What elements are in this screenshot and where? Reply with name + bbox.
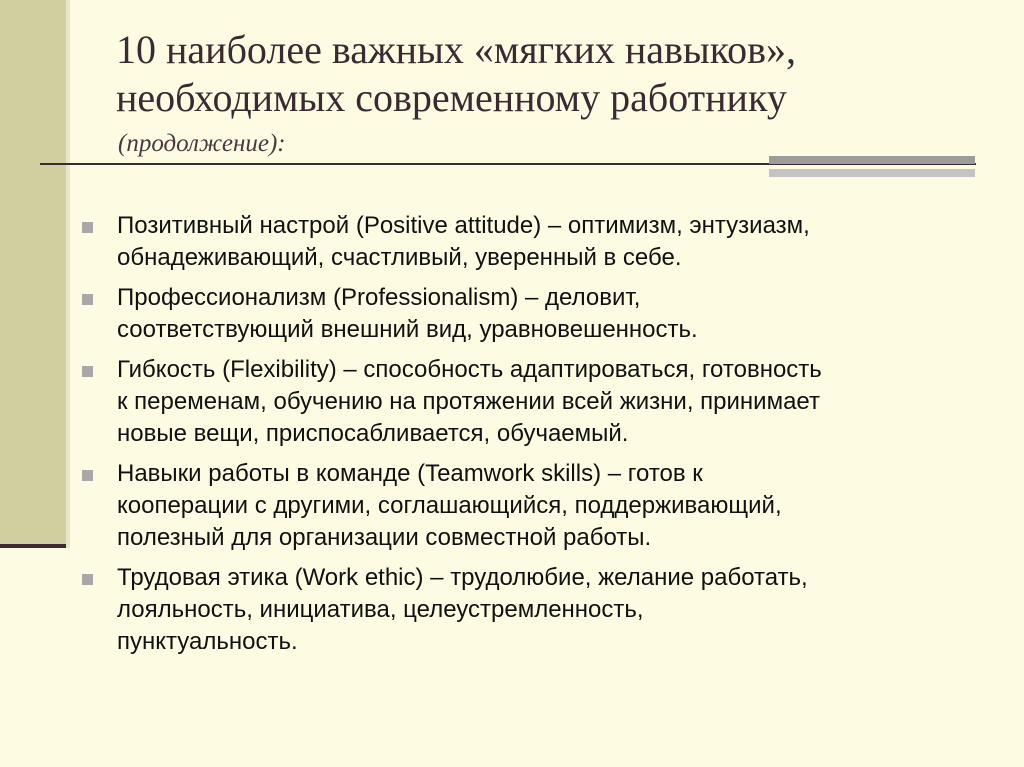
bullet-text: Навыки работы в команде (Teamwork skills) – готов к кооперации с другими, соглашающийся, поддерживающий, полезный для организации совместной работы.	[117, 460, 782, 551]
bullet-item-flexibility	[78, 354, 978, 450]
square-bullet-icon	[82, 366, 93, 377]
left-decorative-band	[0, 0, 66, 548]
square-bullet-icon	[82, 574, 93, 585]
bullet-item-teamwork	[78, 458, 978, 554]
title-line-1: 10 наиболее важных «мягких навыков»,	[116, 27, 797, 72]
slide-subtitle: (продолжение):	[118, 130, 286, 157]
title-divider-accent-light	[769, 169, 975, 177]
left-band-shadow	[66, 0, 70, 548]
bullet-item-professionalism	[78, 282, 978, 346]
bullet-text: Позитивный настрой (Positive attitude) – оптимизм, энтузиазм, обнадеживающий, счастливый, уверенный в себе.	[117, 212, 810, 271]
bullet-item-work-ethic	[78, 562, 978, 658]
left-band-underline	[0, 544, 66, 548]
bullet-text: Гибкость (Flexibility) – способность адаптироваться, готовность к переменам, обучению на протяжении всей жизни, принимает новые вещи, приспосабливается, обучаемый.	[117, 356, 822, 447]
square-bullet-icon	[82, 222, 93, 233]
bullet-text: Трудовая этика (Work ethic) – трудолюбие, желание работать, лояльность, инициатива, целеустремленность, пунктуальность.	[117, 564, 808, 655]
square-bullet-icon	[82, 470, 93, 481]
bullet-list	[78, 210, 978, 666]
bullet-text: Профессионализм (Professionalism) – деловит, соответствующий внешний вид, уравновешенность.	[117, 284, 698, 343]
title-line-2: необходимых современному работнику	[116, 75, 787, 120]
bullet-item-positive-attitude	[78, 210, 978, 274]
slide-title	[116, 26, 996, 122]
title-divider-accent-dark	[769, 156, 975, 164]
square-bullet-icon	[82, 294, 93, 305]
